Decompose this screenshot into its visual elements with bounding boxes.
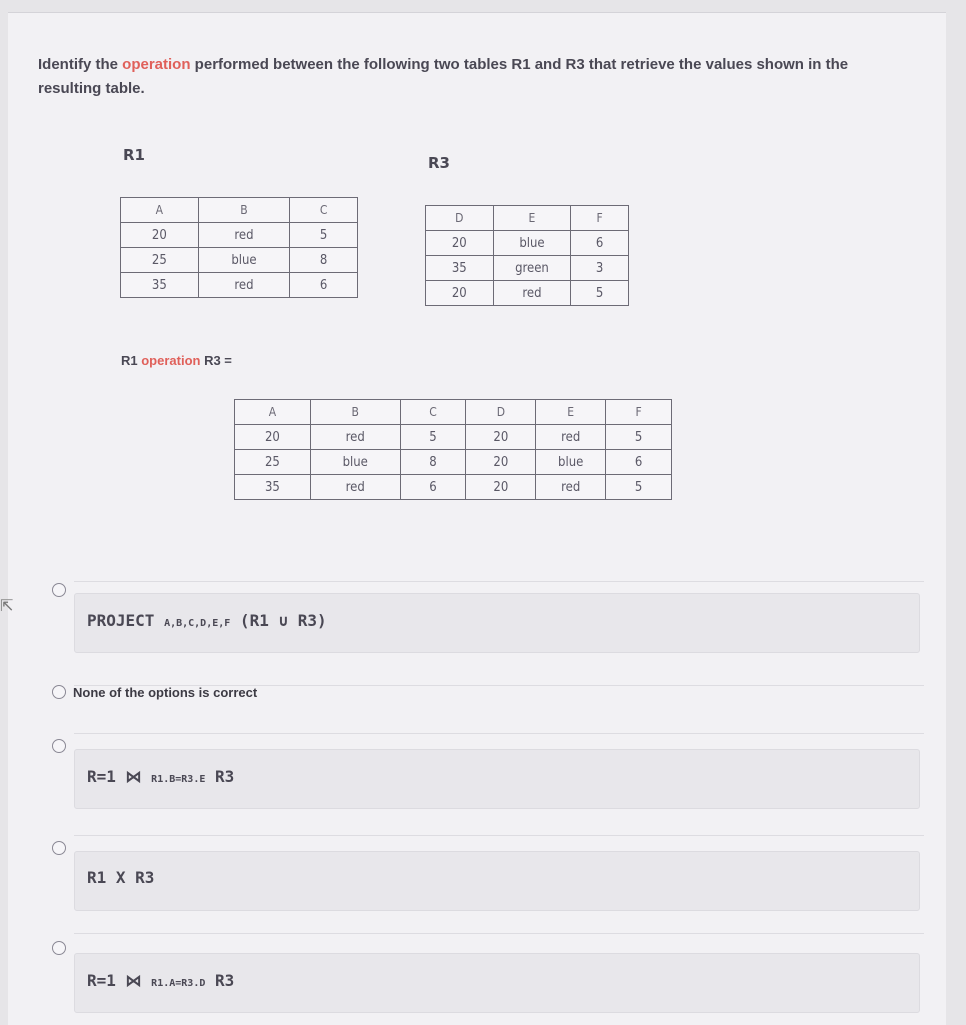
table-cell: 20 — [426, 281, 494, 306]
table-cell: red — [310, 475, 400, 500]
table-row — [235, 450, 672, 475]
option-4[interactable] — [74, 851, 920, 911]
table-cell: 20 — [121, 223, 199, 248]
table-cell: 6 — [606, 450, 672, 475]
table-cell: 20 — [235, 425, 311, 450]
quiz-page — [8, 12, 946, 1025]
option-4-radio[interactable] — [52, 841, 66, 855]
table-cell: 35 — [235, 475, 311, 500]
option-1[interactable] — [74, 593, 920, 653]
table-cell: red — [198, 223, 290, 248]
table-header-row — [235, 400, 672, 425]
table-row — [426, 231, 629, 256]
table-row — [121, 273, 358, 298]
table-cell: 5 — [290, 223, 358, 248]
column-header: C — [400, 400, 466, 425]
table-cell: 6 — [400, 475, 466, 500]
table-row — [235, 475, 672, 500]
question-text: Identify the operation performed between the following two tables R1 and R3 that retrieve the values shown in the resulting table. — [38, 56, 849, 97]
column-header: F — [606, 400, 672, 425]
table-cell: red — [536, 425, 606, 450]
table-r3 — [425, 205, 629, 306]
column-header: D — [466, 400, 536, 425]
option-3-label: R=1 ⋈ R1.B=R3.E R3 — [87, 767, 235, 786]
table-cell: 5 — [400, 425, 466, 450]
mouse-cursor-icon: ⇱ — [0, 598, 14, 615]
table-cell: red — [198, 273, 290, 298]
table-cell: red — [493, 281, 571, 306]
option-1-label: PROJECT A,B,C,D,E,F (R1 ∪ R3) — [87, 611, 327, 630]
option-3-radio[interactable] — [52, 739, 66, 753]
option-divider — [74, 733, 924, 734]
column-header: A — [121, 198, 199, 223]
table-cell: 6 — [290, 273, 358, 298]
r1-label: R1 — [123, 146, 145, 164]
table-cell: 8 — [290, 248, 358, 273]
table-cell: 8 — [400, 450, 466, 475]
option-2-label[interactable]: None of the options is correct — [73, 685, 258, 700]
column-header: F — [571, 206, 629, 231]
table-cell: 20 — [466, 450, 536, 475]
table-row — [121, 248, 358, 273]
column-header: E — [493, 206, 571, 231]
table-header-row — [121, 198, 358, 223]
column-header: B — [310, 400, 400, 425]
result-label: R1 operation R3 = — [121, 353, 232, 368]
table-cell: 25 — [121, 248, 199, 273]
table-row — [121, 223, 358, 248]
table-cell: red — [536, 475, 606, 500]
table-cell: blue — [536, 450, 606, 475]
option-divider — [74, 933, 924, 934]
table-cell: 20 — [466, 425, 536, 450]
table-header-row — [426, 206, 629, 231]
table-cell: blue — [198, 248, 290, 273]
table-cell: 35 — [426, 256, 494, 281]
option-1-radio[interactable] — [52, 583, 66, 597]
table-cell: 5 — [571, 281, 629, 306]
option-2-radio[interactable] — [52, 685, 66, 699]
table-result — [234, 399, 672, 500]
column-header: D — [426, 206, 494, 231]
option-divider — [74, 581, 924, 582]
table-cell: 6 — [571, 231, 629, 256]
table-cell: 25 — [235, 450, 311, 475]
table-r1 — [120, 197, 358, 298]
column-header: B — [198, 198, 290, 223]
option-3[interactable] — [74, 749, 920, 809]
table-cell: blue — [310, 450, 400, 475]
column-header: A — [235, 400, 311, 425]
table-row — [426, 256, 629, 281]
option-divider — [74, 835, 924, 836]
table-cell: blue — [493, 231, 571, 256]
table-cell: 5 — [606, 425, 672, 450]
option-5-radio[interactable] — [52, 941, 66, 955]
option-4-label: R1 X R3 — [87, 868, 155, 887]
column-header: C — [290, 198, 358, 223]
option-5-label: R=1 ⋈ R1.A=R3.D R3 — [87, 971, 235, 990]
table-row — [426, 281, 629, 306]
table-cell: 20 — [426, 231, 494, 256]
table-cell: red — [310, 425, 400, 450]
r3-label: R3 — [428, 154, 450, 172]
table-cell: 35 — [121, 273, 199, 298]
column-header: E — [536, 400, 606, 425]
table-cell: green — [493, 256, 571, 281]
table-cell: 20 — [466, 475, 536, 500]
table-cell: 3 — [571, 256, 629, 281]
table-cell: 5 — [606, 475, 672, 500]
option-5[interactable] — [74, 953, 920, 1013]
table-row — [235, 425, 672, 450]
